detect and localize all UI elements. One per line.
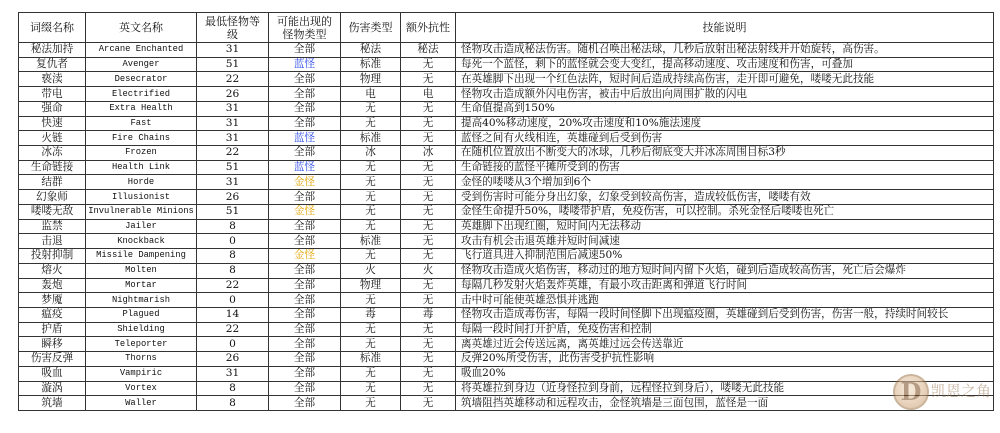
table-row: [19, 146, 994, 161]
english-name-cell: Waller: [86, 396, 197, 411]
extra-resistance-cell: 无: [401, 160, 456, 175]
damage-type-cell: 标准: [341, 352, 401, 367]
watermark-logo-letter: D: [900, 377, 922, 406]
english-name-cell: Invulnerable Minions: [86, 204, 197, 219]
monster-type-cell: 全部: [269, 381, 341, 396]
min-level-cell: 31: [197, 116, 269, 131]
table-row: [19, 322, 994, 337]
description-cell: 每隔几秒发射火焰轰炸英雄，有最小攻击距离和弹道飞行时间: [456, 278, 994, 293]
affix-name-cell: 熔火: [19, 263, 86, 278]
table-row: [19, 72, 994, 87]
affix-name-cell: 亵渎: [19, 72, 86, 87]
english-name-cell: Extra Health: [86, 101, 197, 116]
header-damage-type: 伤害类型: [341, 13, 401, 43]
table-row: [19, 337, 994, 352]
monster-type-cell: 全部: [269, 278, 341, 293]
monster-type-cell: 蓝怪: [269, 131, 341, 146]
min-level-cell: 51: [197, 204, 269, 219]
table-row: [19, 160, 994, 175]
damage-type-cell: 火: [341, 263, 401, 278]
monster-type-cell: 全部: [269, 322, 341, 337]
monster-type-cell: 全部: [269, 234, 341, 249]
english-name-cell: Thorns: [86, 352, 197, 367]
table-row: [19, 43, 994, 58]
damage-type-cell: 无: [341, 366, 401, 381]
header-min-monster-level: [197, 13, 269, 43]
english-name-cell: Fast: [86, 116, 197, 131]
extra-resistance-cell: 无: [401, 352, 456, 367]
english-name-cell: Vortex: [86, 381, 197, 396]
english-name-cell: Molten: [86, 263, 197, 278]
description-cell: 击中时可能使英雄恐惧并逃跑: [456, 293, 994, 308]
table-row: [19, 190, 994, 205]
affix-name-cell: 护盾: [19, 322, 86, 337]
min-level-cell: 8: [197, 263, 269, 278]
extra-resistance-cell: 冰: [401, 146, 456, 161]
monster-type-cell: 蓝怪: [269, 57, 341, 72]
monster-type-cell: 全部: [269, 72, 341, 87]
min-level-cell: 31: [197, 131, 269, 146]
affix-name-cell: 生命链接: [19, 160, 86, 175]
table-row: [19, 101, 994, 116]
description-cell: 将英雄拉到身边（近身怪拉到身前，远程怪拉到身后），喽喽无此技能: [456, 381, 994, 396]
description-cell: 离英雄过近会传送远离，离英雄过远会传送靠近: [456, 337, 994, 352]
header-english-name: 英文名称: [86, 13, 197, 43]
affix-name-cell: 轰炮: [19, 278, 86, 293]
description-cell: 蓝怪之间有火线相连，英雄碰到后受到伤害: [456, 131, 994, 146]
extra-resistance-cell: 无: [401, 101, 456, 116]
english-name-cell: Missile Dampening: [86, 249, 197, 264]
damage-type-cell: 标准: [341, 57, 401, 72]
table-row: [19, 396, 994, 411]
monster-type-cell: 全部: [269, 293, 341, 308]
monster-type-cell: 全部: [269, 337, 341, 352]
description-cell: 受到伤害时可能分身出幻象，幻象受到较高伤害，造成较低伤害，喽喽有效: [456, 190, 994, 205]
monster-type-cell: 蓝怪: [269, 160, 341, 175]
monster-type-cell: 全部: [269, 352, 341, 367]
min-level-cell: 31: [197, 43, 269, 58]
extra-resistance-cell: 无: [401, 175, 456, 190]
description-cell: 提高40%移动速度，20%攻击速度和10%施法速度: [456, 116, 994, 131]
monster-type-cell: 金怪: [269, 249, 341, 264]
description-cell: 怪物攻击造成额外闪电伤害，被击中后放出向周围扩散的闪电: [456, 87, 994, 102]
extra-resistance-cell: 电: [401, 87, 456, 102]
description-cell: 反弹20%所受伤害，此伤害受护抗性影响: [456, 352, 994, 367]
monster-type-cell: 金怪: [269, 204, 341, 219]
header-min-monster-level-label: 最低怪物等级: [205, 14, 260, 41]
table-row: [19, 116, 994, 131]
english-name-cell: Shielding: [86, 322, 197, 337]
affix-name-cell: 冰冻: [19, 146, 86, 161]
table-row: [19, 204, 994, 219]
damage-type-cell: 无: [341, 337, 401, 352]
min-level-cell: 51: [197, 160, 269, 175]
table-row: [19, 249, 994, 264]
damage-type-cell: 秘法: [341, 43, 401, 58]
affix-name-cell: 快速: [19, 116, 86, 131]
affix-name-cell: 秘法加持: [19, 43, 86, 58]
affix-name-cell: 瘟疫: [19, 307, 86, 322]
affix-name-cell: 监禁: [19, 219, 86, 234]
min-level-cell: 22: [197, 72, 269, 87]
min-level-cell: 31: [197, 366, 269, 381]
extra-resistance-cell: 无: [401, 322, 456, 337]
english-name-cell: Knockback: [86, 234, 197, 249]
english-name-cell: Mortar: [86, 278, 197, 293]
description-cell: 生命值提高到150%: [456, 101, 994, 116]
english-name-cell: Illusionist: [86, 190, 197, 205]
affix-name-cell: 火链: [19, 131, 86, 146]
description-cell: 英雄脚下出现红圈，短时间内无法移动: [456, 219, 994, 234]
damage-type-cell: 无: [341, 101, 401, 116]
extra-resistance-cell: 无: [401, 116, 456, 131]
monster-type-cell: 全部: [269, 87, 341, 102]
damage-type-cell: 无: [341, 249, 401, 264]
table-row: [19, 293, 994, 308]
damage-type-cell: 无: [341, 175, 401, 190]
description-cell: 怪物攻击造成火焰伤害，移动过的地方短时间内留下火焰，碰到后造成较高伤害，死亡后会爆炸: [456, 263, 994, 278]
damage-type-cell: 无: [341, 293, 401, 308]
extra-resistance-cell: 毒: [401, 307, 456, 322]
damage-type-cell: 标准: [341, 234, 401, 249]
description-cell: 攻击有机会击退英雄并短时间减速: [456, 234, 994, 249]
english-name-cell: Desecrator: [86, 72, 197, 87]
header-monster-type: [269, 13, 341, 43]
table-row: [19, 381, 994, 396]
min-level-cell: 0: [197, 293, 269, 308]
extra-resistance-cell: 无: [401, 366, 456, 381]
monster-type-cell: 全部: [269, 307, 341, 322]
description-cell: 每隔一段时间打开护盾，免疫伤害和控制: [456, 322, 994, 337]
min-level-cell: 8: [197, 219, 269, 234]
english-name-cell: Vampiric: [86, 366, 197, 381]
affix-name-cell: 喽喽无敌: [19, 204, 86, 219]
min-level-cell: 31: [197, 175, 269, 190]
min-level-cell: 51: [197, 57, 269, 72]
table-body: [19, 43, 994, 411]
english-name-cell: Plagued: [86, 307, 197, 322]
english-name-cell: Fire Chains: [86, 131, 197, 146]
extra-resistance-cell: 无: [401, 278, 456, 293]
extra-resistance-cell: 无: [401, 381, 456, 396]
monster-type-cell: 金怪: [269, 175, 341, 190]
extra-resistance-cell: 无: [401, 293, 456, 308]
affix-name-cell: 筑墙: [19, 396, 86, 411]
description-cell: 金怪的喽喽从3个增加到6个: [456, 175, 994, 190]
english-name-cell: Frozen: [86, 146, 197, 161]
english-name-cell: Horde: [86, 175, 197, 190]
description-cell: 每死一个蓝怪，剩下的蓝怪就会变大变红，提高移动速度、攻击速度和伤害，可叠加: [456, 57, 994, 72]
english-name-cell: Avenger: [86, 57, 197, 72]
affix-table: [18, 12, 994, 411]
extra-resistance-cell: 无: [401, 204, 456, 219]
monster-type-cell: 全部: [269, 263, 341, 278]
table-row: [19, 175, 994, 190]
monster-type-cell: 全部: [269, 366, 341, 381]
min-level-cell: 31: [197, 101, 269, 116]
affix-name-cell: 吸血: [19, 366, 86, 381]
extra-resistance-cell: 无: [401, 57, 456, 72]
affix-name-cell: 伤害反弹: [19, 352, 86, 367]
affix-name-cell: 复仇者: [19, 57, 86, 72]
english-name-cell: Teleporter: [86, 337, 197, 352]
watermark-text: 凯恩之角: [931, 382, 992, 400]
description-cell: 怪物攻击造成毒伤害，每隔一段时间怪脚下出现瘟疫圈，英雄碰到后受到伤害，伤害一般，持续时间较长: [456, 307, 994, 322]
damage-type-cell: 无: [341, 381, 401, 396]
damage-type-cell: 无: [341, 204, 401, 219]
table-row: [19, 131, 994, 146]
damage-type-cell: 冰: [341, 146, 401, 161]
extra-resistance-cell: 无: [401, 249, 456, 264]
damage-type-cell: 无: [341, 190, 401, 205]
affix-name-cell: 投射抑制: [19, 249, 86, 264]
extra-resistance-cell: 无: [401, 219, 456, 234]
min-level-cell: 22: [197, 146, 269, 161]
extra-resistance-cell: 无: [401, 337, 456, 352]
monster-type-cell: 全部: [269, 146, 341, 161]
min-level-cell: 8: [197, 381, 269, 396]
damage-type-cell: 毒: [341, 307, 401, 322]
damage-type-cell: 标准: [341, 131, 401, 146]
monster-type-cell: 全部: [269, 116, 341, 131]
min-level-cell: 0: [197, 337, 269, 352]
table-row: [19, 87, 994, 102]
extra-resistance-cell: 无: [401, 190, 456, 205]
description-cell: 生命链接的蓝怪平摊所受到的伤害: [456, 160, 994, 175]
table-row: [19, 234, 994, 249]
extra-resistance-cell: 无: [401, 131, 456, 146]
damage-type-cell: 物理: [341, 278, 401, 293]
extra-resistance-cell: 无: [401, 396, 456, 411]
description-cell: 在英雄脚下出现一个红色法阵，短时间后造成持续高伤害，走开即可避免，喽喽无此技能: [456, 72, 994, 87]
description-cell: 怪物攻击造成秘法伤害。随机召唤出秘法球，几秒后放射出秘法射线并开始旋转，高伤害。: [456, 43, 994, 58]
monster-type-cell: 全部: [269, 190, 341, 205]
english-name-cell: Health Link: [86, 160, 197, 175]
affix-name-cell: 梦魇: [19, 293, 86, 308]
description-cell: 在随机位置放出不断变大的冰球，几秒后彻底变大并冰冻周围目标3秒: [456, 146, 994, 161]
min-level-cell: 8: [197, 396, 269, 411]
table-row: [19, 366, 994, 381]
damage-type-cell: 无: [341, 322, 401, 337]
affix-name-cell: 带电: [19, 87, 86, 102]
table-row: [19, 278, 994, 293]
min-level-cell: 14: [197, 307, 269, 322]
affix-name-cell: 漩涡: [19, 381, 86, 396]
english-name-cell: Arcane Enchanted: [86, 43, 197, 58]
table-row: [19, 352, 994, 367]
affix-name-cell: 幻象师: [19, 190, 86, 205]
monster-type-cell: 全部: [269, 101, 341, 116]
table-header: [19, 13, 994, 43]
table-row: [19, 307, 994, 322]
table-row: [19, 219, 994, 234]
description-cell: 金怪生命提升50%，喽喽带护盾，免疫伤害，可以控制。杀死金怪后喽喽也死亡: [456, 204, 994, 219]
header-skill-description: 技能说明: [456, 13, 994, 43]
damage-type-cell: 无: [341, 160, 401, 175]
header-extra-resistance: 额外抗性: [401, 13, 456, 43]
english-name-cell: Electrified: [86, 87, 197, 102]
english-name-cell: Nightmarish: [86, 293, 197, 308]
affix-name-cell: 瞬移: [19, 337, 86, 352]
damage-type-cell: 电: [341, 87, 401, 102]
monster-type-cell: 全部: [269, 219, 341, 234]
min-level-cell: 22: [197, 278, 269, 293]
damage-type-cell: 物理: [341, 72, 401, 87]
extra-resistance-cell: 火: [401, 263, 456, 278]
min-level-cell: 26: [197, 87, 269, 102]
english-name-cell: Jailer: [86, 219, 197, 234]
table-row: [19, 57, 994, 72]
affix-name-cell: 结群: [19, 175, 86, 190]
min-level-cell: 26: [197, 190, 269, 205]
affix-name-cell: 强命: [19, 101, 86, 116]
description-cell: 吸血20%: [456, 366, 994, 381]
damage-type-cell: 无: [341, 219, 401, 234]
damage-type-cell: 无: [341, 116, 401, 131]
extra-resistance-cell: 无: [401, 72, 456, 87]
table-row: [19, 263, 994, 278]
min-level-cell: 26: [197, 352, 269, 367]
affix-name-cell: 击退: [19, 234, 86, 249]
damage-type-cell: 无: [341, 396, 401, 411]
description-cell: 筑墙阻挡英雄移动和远程攻击，金怪筑墙是三面包围，蓝怪是一面: [456, 396, 994, 411]
min-level-cell: 0: [197, 234, 269, 249]
header-monster-type-label: 可能出现的怪物类型: [277, 14, 332, 41]
description-cell: 飞行道具进入抑制范围后减速50%: [456, 249, 994, 264]
header-affix-name: 词缀名称: [19, 13, 86, 43]
extra-resistance-cell: 无: [401, 234, 456, 249]
min-level-cell: 8: [197, 249, 269, 264]
extra-resistance-cell: 秘法: [401, 43, 456, 58]
monster-type-cell: 全部: [269, 396, 341, 411]
header-row: [19, 13, 994, 43]
min-level-cell: 22: [197, 322, 269, 337]
monster-type-cell: 全部: [269, 43, 341, 58]
